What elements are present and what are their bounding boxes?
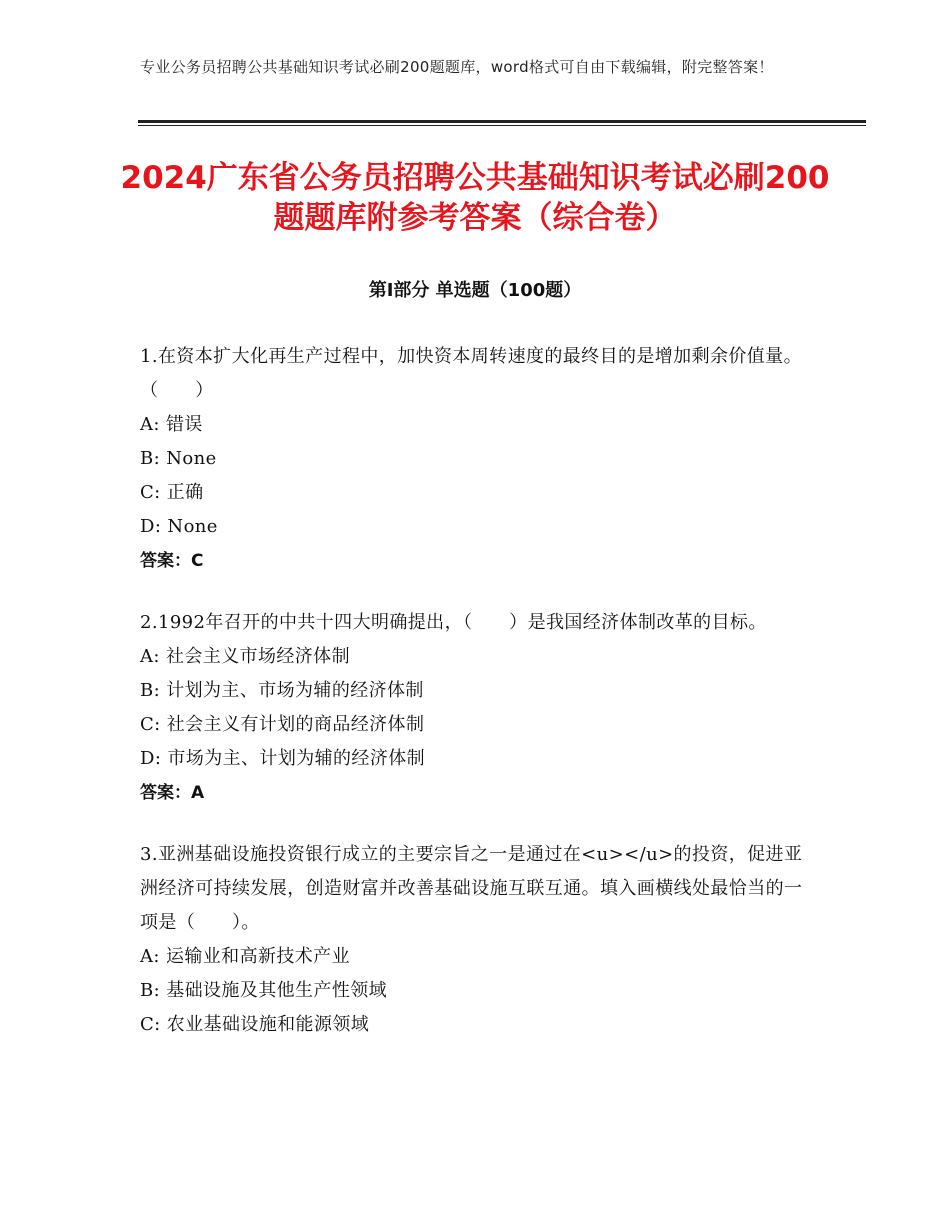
question-stem: 1.在资本扩大化再生产过程中，加快资本周转速度的最终目的是增加剩余价值量。（ ） <box>140 346 802 401</box>
header-note: 专业公务员招聘公共基础知识考试必刷200题题库，word格式可自由下载编辑，附完整答案！ <box>140 58 774 76</box>
section-title: 第Ⅰ部分 单选题（100题） <box>368 280 582 301</box>
option-c: C: 农业基础设施和能源领域 <box>140 1014 370 1035</box>
document-title: 2024广东省公务员招聘公共基础知识考试必刷200题题库附参考答案（综合卷） <box>120 160 830 236</box>
option-a: A: 错误 <box>140 414 203 435</box>
answer-line: 答案：C <box>140 551 204 571</box>
option-b: B: 计划为主、市场为辅的经济体制 <box>140 680 424 701</box>
option-b: B: 基础设施及其他生产性领域 <box>140 980 388 1001</box>
answer-line: 答案：A <box>140 783 205 803</box>
question-stem: 2.1992年召开的中共十四大明确提出，（ ）是我国经济体制改革的目标。 <box>140 612 767 633</box>
option-b: B: None <box>140 448 217 469</box>
header-divider-thick <box>138 120 866 123</box>
question-stem: 3.亚洲基础设施投资银行成立的主要宗旨之一是通过在<u></u>的投资，促进亚洲经济可持续发展，创造财富并改善基础设施互联互通。填入画横线处最恰当的一项是（ ）。 <box>140 844 803 933</box>
question-list <box>140 340 810 1070</box>
option-c: C: 社会主义有计划的商品经济体制 <box>140 714 425 735</box>
question-1 <box>140 340 810 578</box>
question-3 <box>140 838 810 1042</box>
option-a: A: 运输业和高新技术产业 <box>140 946 350 967</box>
question-2 <box>140 606 810 810</box>
header-divider-thin <box>138 125 866 126</box>
option-d: D: None <box>140 516 218 537</box>
option-a: A: 社会主义市场经济体制 <box>140 646 350 667</box>
option-c: C: 正确 <box>140 482 204 503</box>
option-d: D: 市场为主、计划为辅的经济体制 <box>140 748 426 769</box>
